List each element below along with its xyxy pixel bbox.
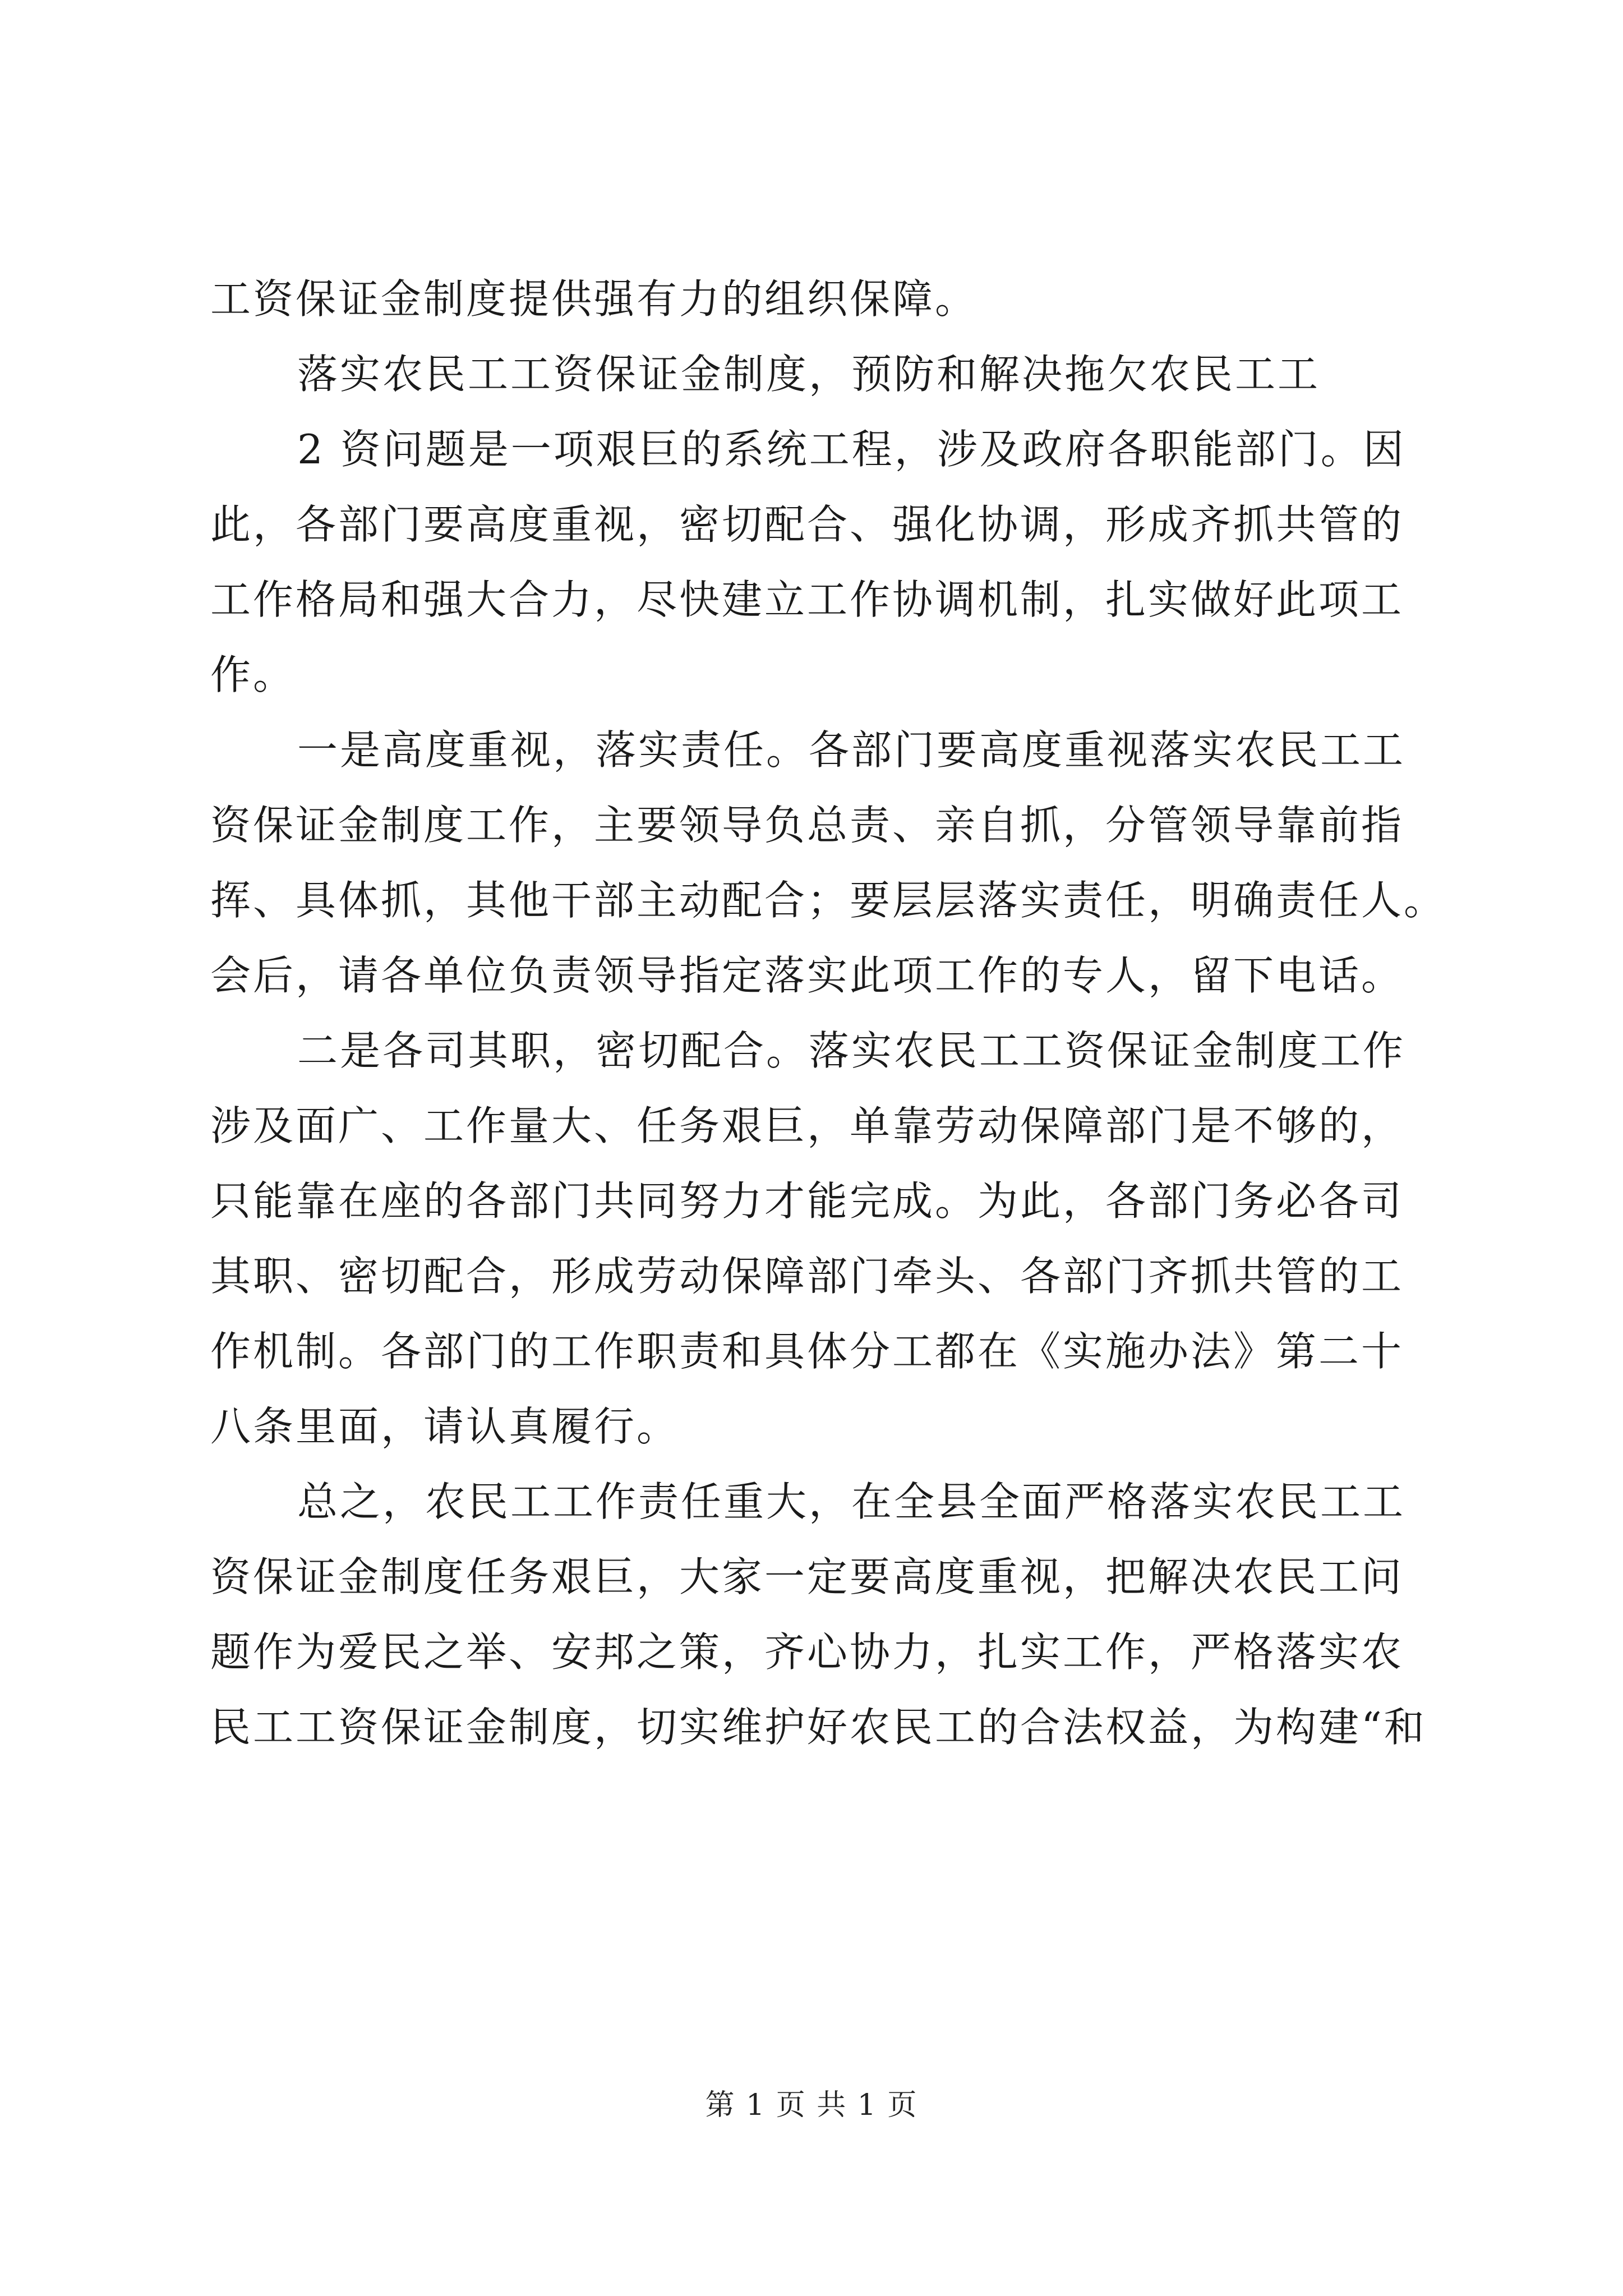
- text-line: 民工工资保证金制度，切实维护好农民工的合法权益，为构建“和: [210, 1704, 1427, 1751]
- text-line: 八条里面，请认真履行。: [210, 1403, 680, 1450]
- text-line: 资保证金制度工作，主要领导负总责、亲自抓，分管领导靠前指: [210, 802, 1404, 849]
- text-line: 总之，农民工工作责任重大，在全县全面严格落实农民工工: [297, 1478, 1406, 1525]
- text-line: 会后，请各单位负责领导指定落实此项工作的专人，留下电话。: [210, 952, 1404, 999]
- text-line: 资保证金制度任务艰巨，大家一定要高度重视，把解决农民工问: [210, 1553, 1404, 1600]
- text-line: 其职、密切配合，形成劳动保障部门牵头、各部门齐抓共管的工: [210, 1253, 1404, 1300]
- text-line: 2 资问题是一项艰巨的系统工程，涉及政府各职能部门。因: [297, 426, 1406, 473]
- text-line: 作机制。各部门的工作职责和具体分工都在《实施办法》第二十: [210, 1328, 1404, 1375]
- text-line: 一是高度重视，落实责任。各部门要高度重视落实农民工工: [297, 726, 1406, 774]
- text-line: 二是各司其职，密切配合。落实农民工工资保证金制度工作: [297, 1027, 1406, 1074]
- text-line: 挥、具体抓，其他干部主动配合；要层层落实责任，明确责任人。: [210, 877, 1447, 924]
- text-line: 只能靠在座的各部门共同努力才能完成。为此，各部门务必各司: [210, 1177, 1404, 1225]
- text-line: 此，各部门要高度重视，密切配合、强化协调，形成齐抓共管的: [210, 501, 1404, 548]
- text-line: 工作格局和强大合力，尽快建立工作协调机制，扎实做好此项工: [210, 576, 1404, 623]
- text-line: 题作为爱民之举、安邦之策，齐心协力，扎实工作，严格落实农: [210, 1628, 1404, 1676]
- text-line: 工资保证金制度提供强有力的组织保障。: [210, 275, 978, 323]
- page-number-footer: 第 1 页 共 1 页: [705, 2088, 918, 2122]
- text-line: 落实农民工工资保证金制度，预防和解决拖欠农民工工: [297, 351, 1321, 398]
- text-line: 涉及面广、工作量大、任务艰巨，单靠劳动保障部门是不够的，: [210, 1102, 1404, 1149]
- text-line: 作。: [210, 651, 296, 698]
